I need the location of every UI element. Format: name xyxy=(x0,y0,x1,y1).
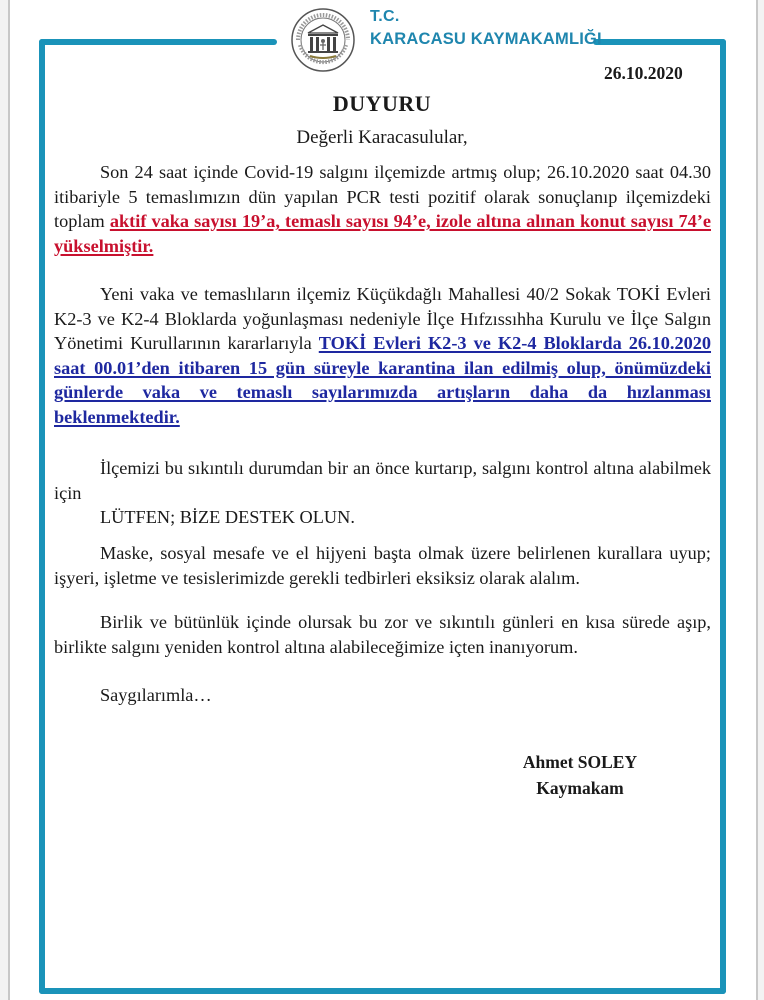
paragraph-6 xyxy=(54,610,711,659)
paragraph-3-text: İlçemizi bu sıkıntılı durumdan bir an önce kurtarıp, salgını kontrol altına alabilmek için xyxy=(54,458,711,503)
frame-border-bottom xyxy=(39,988,726,994)
paragraph-7 xyxy=(54,683,711,708)
frame-border-top-left xyxy=(39,39,277,45)
paragraph-4-text: LÜTFEN; BİZE DESTEK OLUN. xyxy=(100,507,355,527)
signature-name: Ahmet SOLEY xyxy=(522,752,638,772)
paragraph-2-highlight: TOKİ Evleri K2-3 ve K2-4 Bloklarda 26.10.2020 saat 00.01’den itibaren 15 gün süreyle karantina ilan edilmiş olup, önümüzdeki günlerde vaka ve temaslı sayılarımızda artışların daha da hızlanması beklenmektedir. xyxy=(54,333,712,427)
org-name: KARACASU KAYMAKAMLIĞI xyxy=(370,30,602,48)
paragraph-1-highlight: aktif vaka sayısı 19’a, temaslı sayısı 94’e, izole altına alınan konut sayısı 74’e yükselmiştir. xyxy=(54,211,711,256)
org-line-tc: T.C. xyxy=(370,8,400,25)
paragraph-4 xyxy=(54,505,711,530)
frame-border-right xyxy=(720,39,726,994)
paragraph-2-text: Yeni vaka ve temaslıların ilçemiz Küçükdağlı Mahallesi 40/2 Sokak TOKİ Evleri K2-3 ve K2-4 Bloklarda yoğunlaşması nedeniyle İlçe Hıfzıssıhha Kurulu ve İlçe Salgın Yönetimi Kurullarının kararlarıyla xyxy=(54,284,711,353)
seal-emblem-icon xyxy=(290,7,356,73)
paragraph-7-text: Saygılarımla… xyxy=(100,685,212,705)
page-edge-left xyxy=(0,0,10,1000)
paragraph-6-text: Birlik ve bütünlük içinde olursak bu zor ve sıkıntılı günleri en kısa sürede aşıp, birlikte salgını yeniden kontrol altına alabileceğimize içten inanıyorum. xyxy=(54,612,711,657)
document-date: 26.10.2020 xyxy=(604,63,683,83)
paragraph-5-text: Maske, sosyal mesafe ve el hijyeni başta olmak üzere belirlenen kurallara uyup; işyeri, işletme ve tesislerimizde gerekli tedbirleri eksiksiz olarak alalım. xyxy=(54,543,711,588)
paragraph-2 xyxy=(54,282,711,429)
greeting: Değerli Karacasulular, xyxy=(296,127,468,148)
paragraph-3 xyxy=(54,456,711,505)
page-edge-right xyxy=(756,0,764,1000)
paragraph-1 xyxy=(54,160,711,258)
frame-border-top-right xyxy=(593,39,726,45)
document-title: DUYURU xyxy=(332,91,432,116)
signature-title: Kaymakam xyxy=(536,778,624,798)
frame-border-left xyxy=(39,39,45,994)
paragraph-1-text: Son 24 saat içinde Covid-19 salgını ilçemizde artmış olup; 26.10.2020 saat 04.30 itibariyle 5 temaslımızın dün yapılan PCR testi pozitif olarak sonuçlanıp ilçemizdeki toplam xyxy=(54,162,711,231)
paragraph-5 xyxy=(54,541,711,590)
